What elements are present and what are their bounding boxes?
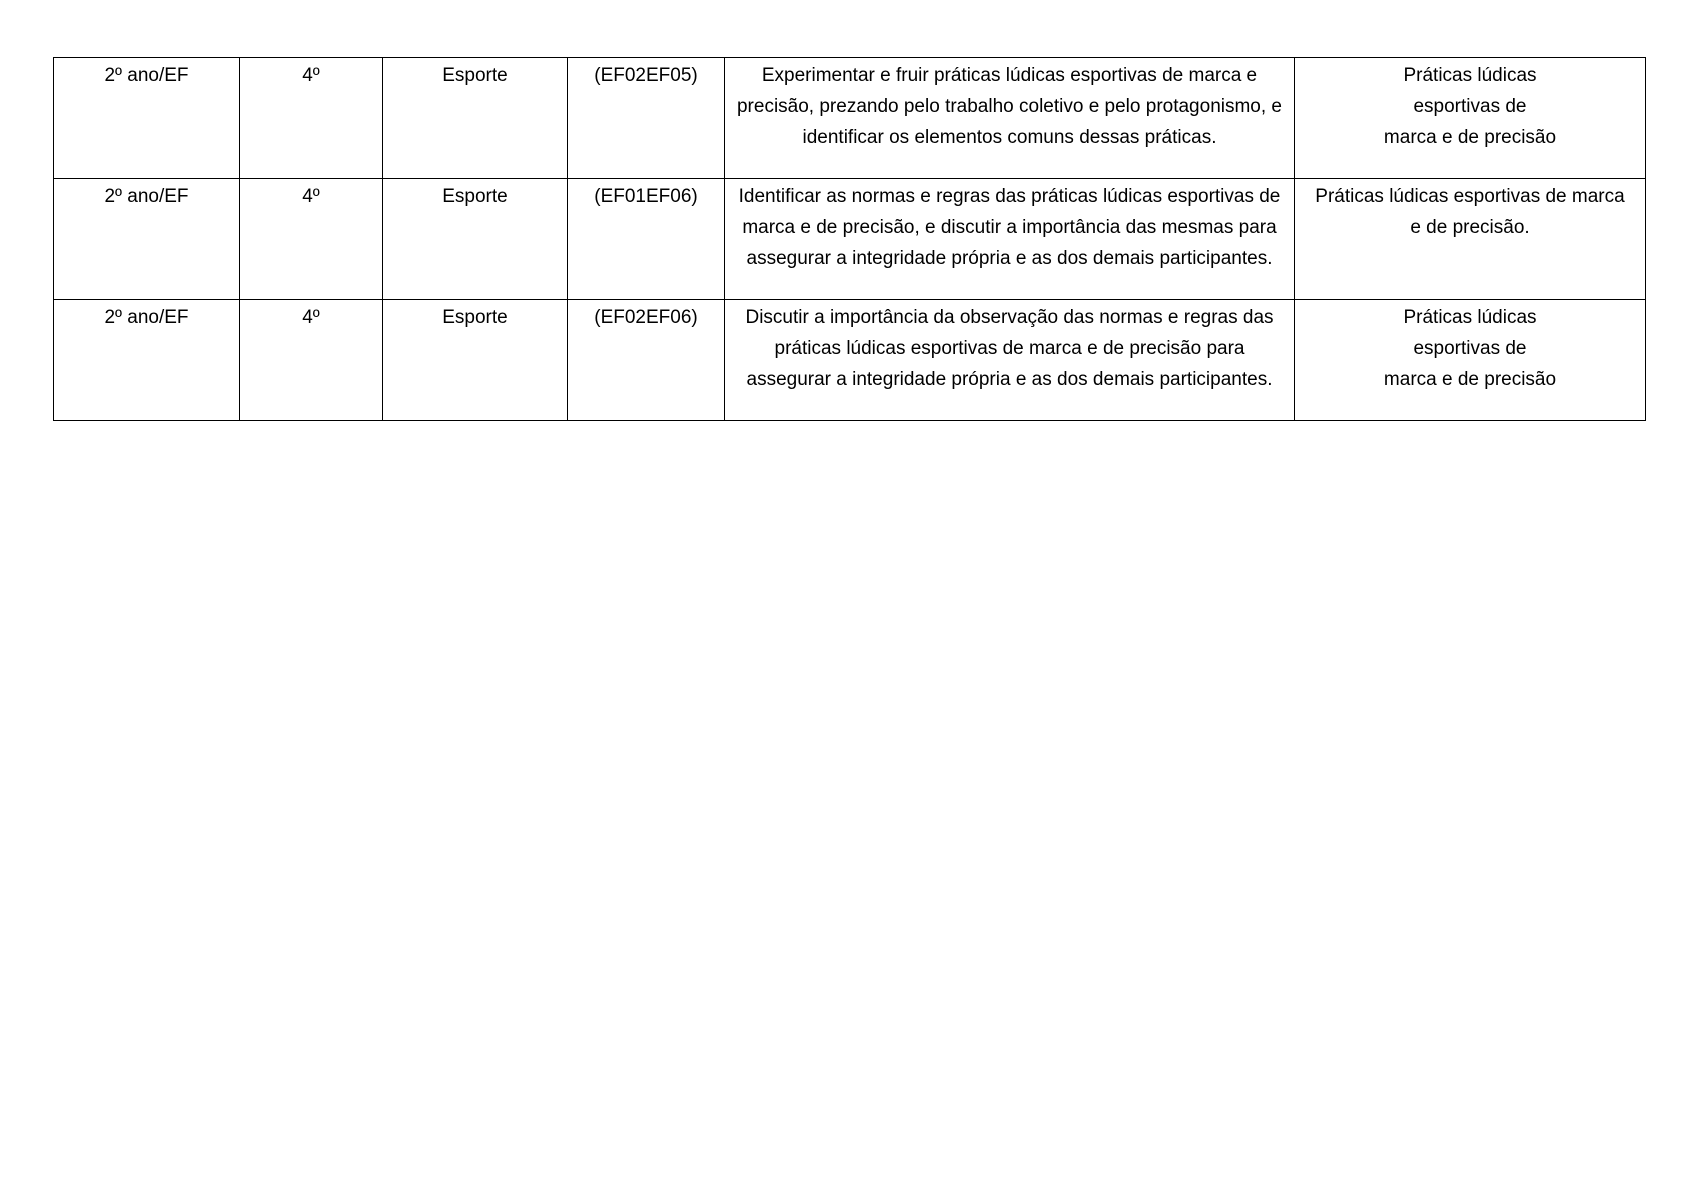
year-cell: 2º ano/EF xyxy=(54,300,240,421)
table-row xyxy=(54,300,1646,421)
table-body xyxy=(54,58,1646,421)
year-cell: 2º ano/EF xyxy=(54,179,240,300)
knowledge-object-cell xyxy=(1295,58,1646,179)
year-cell: 2º ano/EF xyxy=(54,58,240,179)
skill-description-cell: Discutir a importância da observação das normas e regras das práticas lúdicas esportivas de marca e de precisão para assegurar a integridade própria e as dos demais participantes. xyxy=(725,300,1295,421)
knowledge-object-line: marca e de precisão xyxy=(1383,369,1557,390)
skill-code-cell: (EF01EF06) xyxy=(568,179,725,300)
knowledge-object-cell xyxy=(1295,179,1646,300)
thematic-unit-cell: Esporte xyxy=(383,58,568,179)
thematic-unit-cell: Esporte xyxy=(383,300,568,421)
knowledge-object-line: esportivas de xyxy=(1413,96,1527,117)
term-cell: 4º xyxy=(240,179,383,300)
thematic-unit-cell: Esporte xyxy=(383,179,568,300)
table-row xyxy=(54,179,1646,300)
term-cell: 4º xyxy=(240,58,383,179)
knowledge-object-cell xyxy=(1295,300,1646,421)
knowledge-object-line: e de precisão. xyxy=(1410,217,1530,238)
curriculum-table xyxy=(53,57,1646,421)
knowledge-object-line: Práticas lúdicas xyxy=(1403,307,1537,328)
skill-description-cell: Identificar as normas e regras das práticas lúdicas esportivas de marca e de precisão, e discutir a importância das mesmas para assegurar a integridade própria e as dos demais participantes. xyxy=(725,179,1295,300)
knowledge-object-line: marca e de precisão xyxy=(1383,127,1557,148)
knowledge-object-line: Práticas lúdicas esportivas de marca xyxy=(1315,186,1625,207)
knowledge-object-line: esportivas de xyxy=(1413,338,1527,359)
skill-code-cell: (EF02EF05) xyxy=(568,58,725,179)
skill-description-cell: Experimentar e fruir práticas lúdicas esportivas de marca e precisão, prezando pelo trabalho coletivo e pelo protagonismo, e identificar os elementos comuns dessas práticas. xyxy=(725,58,1295,179)
skill-code-cell: (EF02EF06) xyxy=(568,300,725,421)
table-row xyxy=(54,58,1646,179)
term-cell: 4º xyxy=(240,300,383,421)
knowledge-object-line: Práticas lúdicas xyxy=(1403,65,1537,86)
